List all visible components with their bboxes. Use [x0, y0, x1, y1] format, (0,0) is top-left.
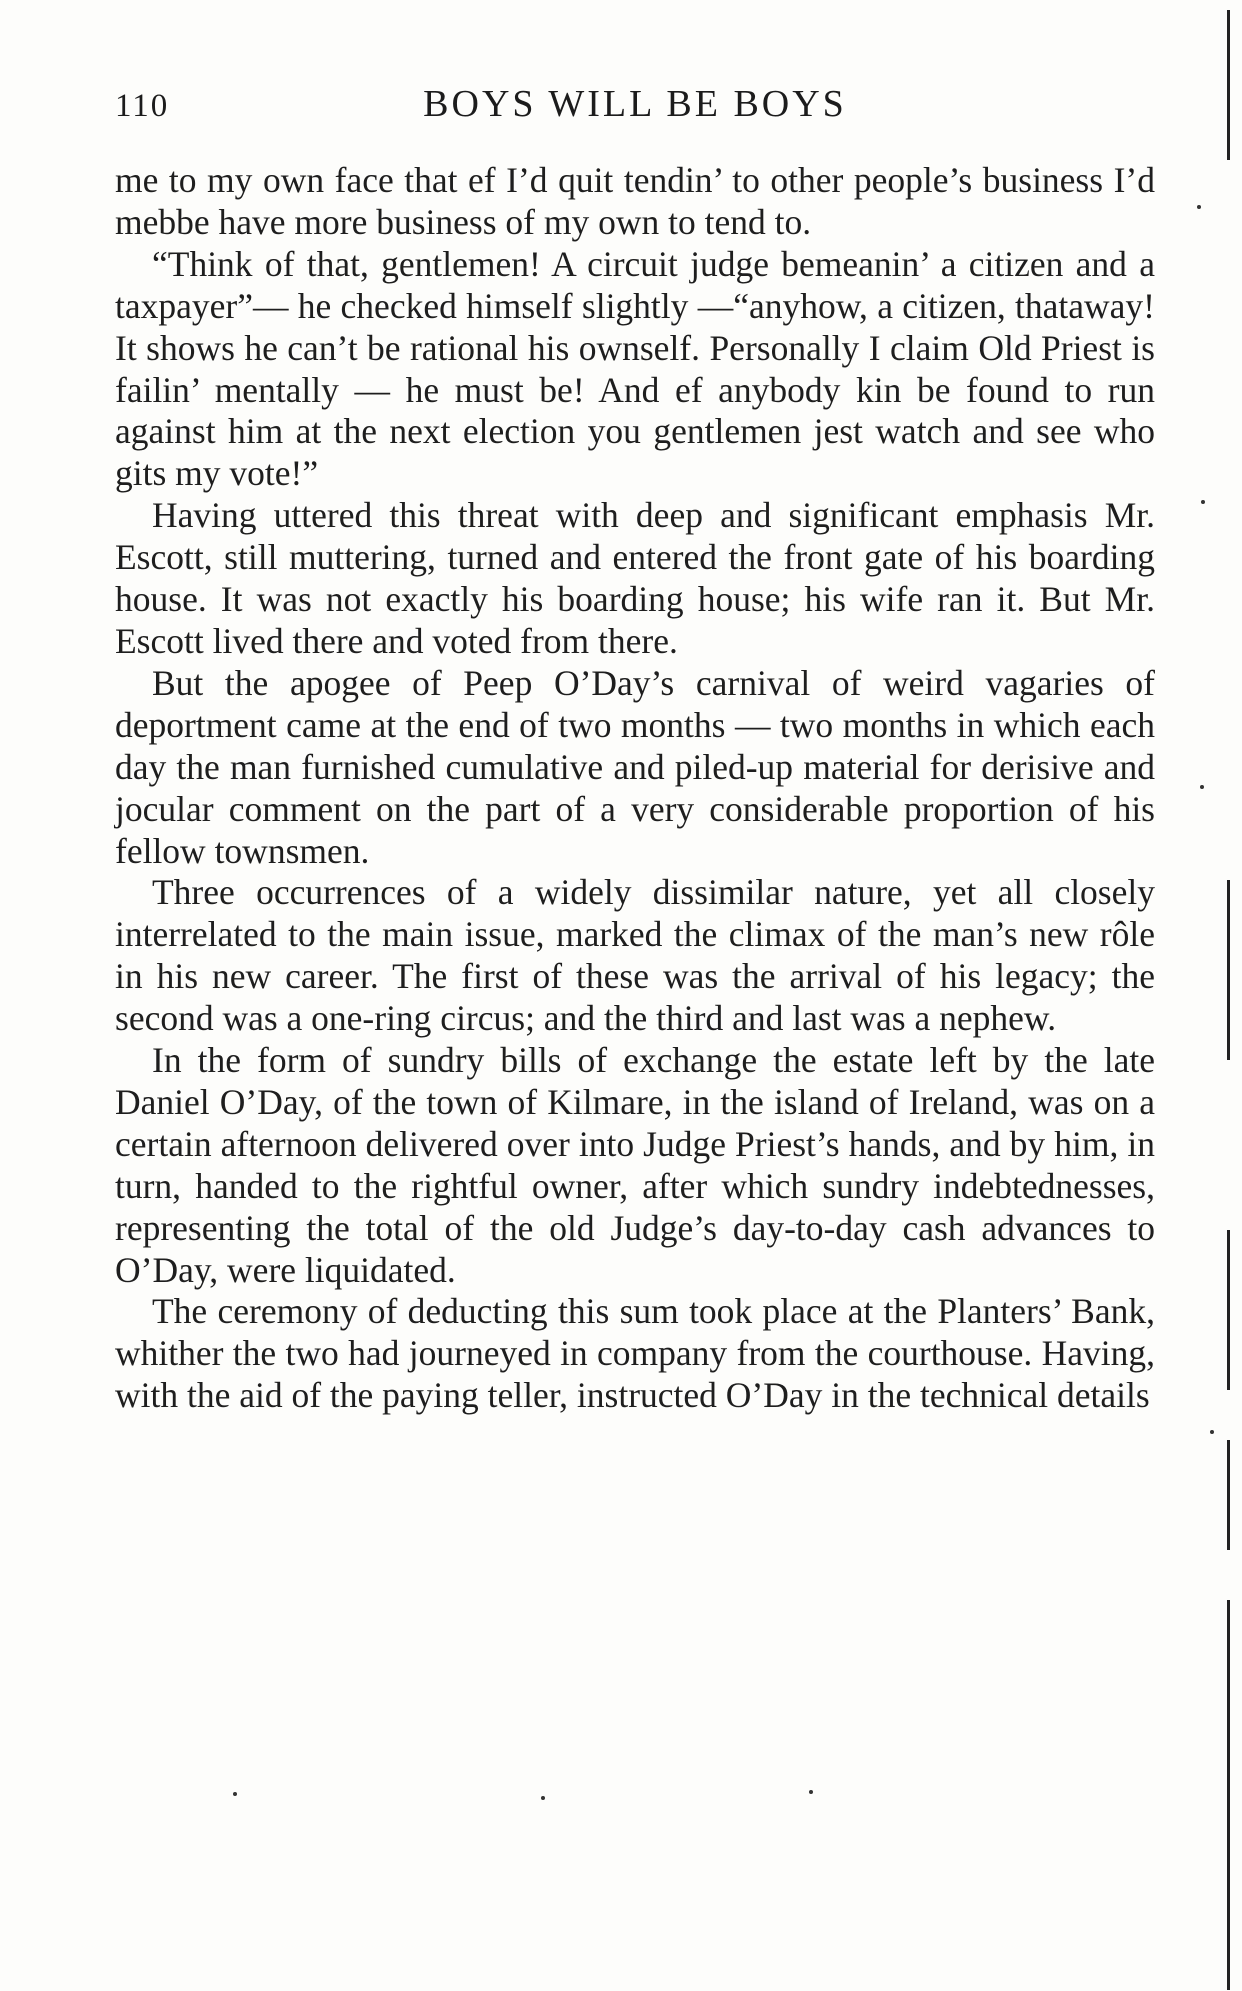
running-head: BOYS WILL BE BOYS — [423, 83, 847, 125]
page-edge-line — [1227, 1230, 1230, 1390]
paragraph: The ceremony of deducting this sum took place at the Planters’ Bank, whither the two had journeyed in company from the courthouse. Having, with the aid of the paying teller, instructed O’Day in the technical details — [115, 1291, 1155, 1416]
page-edge-line — [1227, 1600, 1230, 1990]
scan-speck — [1200, 785, 1204, 789]
page-number: 110 — [115, 88, 170, 124]
paragraph: Three occurrences of a widely dissimilar nature, yet all closely interrelated to the main issue, marked the climax of the man’s new rôle in his new career. The first of these was the arrival of his legacy; the second was a one-ring circus; and the third and last was a nephew. — [115, 872, 1155, 1039]
page-edge-line — [1227, 1440, 1230, 1550]
paragraph: Having uttered this threat with deep and significant emphasis Mr. Escott, still muttering, turned and entered the front gate of his boarding house. It was not exactly his boarding house; his wife ran it. But Mr. Escott lived there and voted from there. — [115, 495, 1155, 661]
paragraph-continued: me to my own face that ef I’d quit tendin’ to other people’s business I’d mebbe have more business of my own to tend to. — [115, 160, 1155, 242]
scan-speck — [233, 1792, 237, 1796]
paragraph: But the apogee of Peep O’Day’s carnival of weird vagaries of deportment came at the end of two months — two months in which each day the man furnished cumulative and piled-up material for derisive and jocular comment on the part of a very considerable proportion of his fellow townsmen. — [115, 662, 1155, 871]
scan-speck — [1197, 205, 1201, 209]
scan-speck — [809, 1790, 813, 1794]
scan-speck — [541, 1796, 545, 1800]
scan-speck — [1201, 500, 1205, 504]
scan-speck — [1210, 1430, 1214, 1434]
paragraph: In the form of sundry bills of exchange the estate left by the late Daniel O’Day, of the town of Kilmare, in the island of Ireland, was on a certain afternoon delivered over into Judge Priest’s hands, and by him, in turn, handed to the rightful owner, after which sundry indebtednesses, representing the total of the old Judge’s day-to-day cash advances to O’Day, were liquidated. — [115, 1040, 1155, 1290]
page-edge-line — [1227, 10, 1230, 160]
body-text — [115, 160, 1155, 1417]
page-edge-line — [1227, 880, 1230, 1060]
paragraph: “Think of that, gentlemen! A circuit judge bemeanin’ a citizen and a taxpayer”— he checked himself slightly —“anyhow, a citizen, thataway! It shows he can’t be rational his ownself. Personally I claim Old Priest is failin’ mentally — he must be! And ef anybody kin be found to run against him at the next election you gentlemen jest watch and see who gits my vote!” — [115, 243, 1155, 494]
page-header — [115, 82, 1155, 132]
